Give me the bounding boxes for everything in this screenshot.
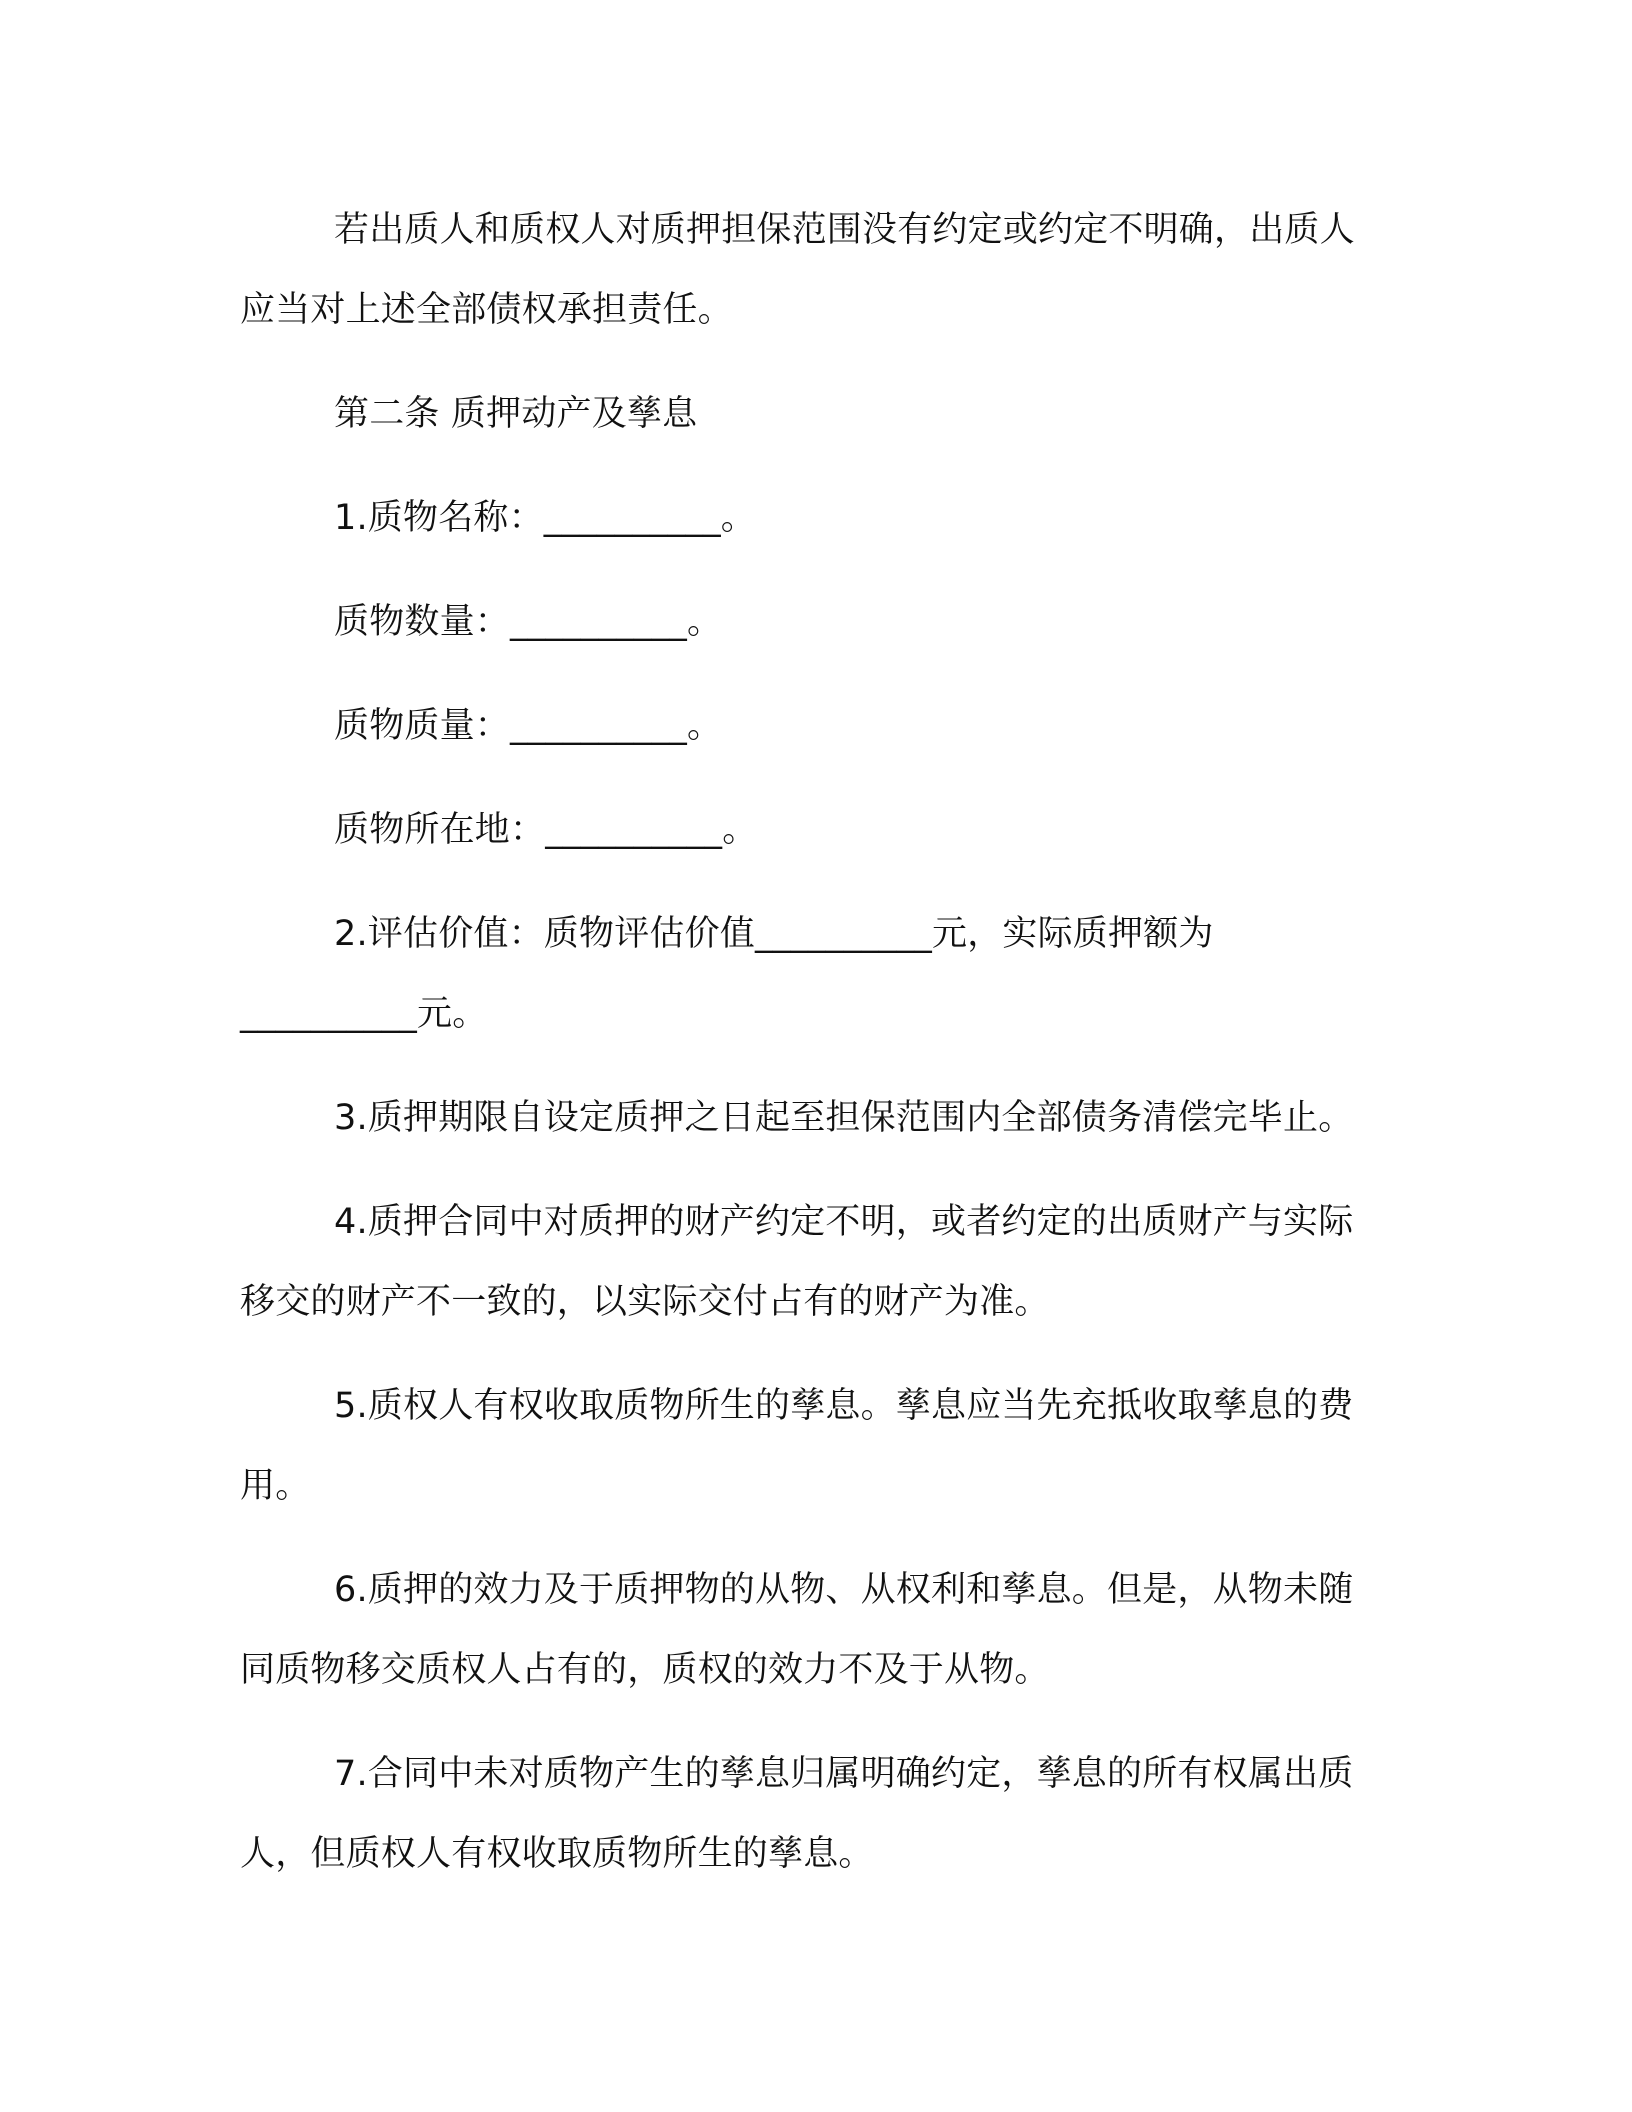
item-pledge-location: 质物所在地：__________。 [334, 810, 758, 850]
item-property-discrepancy: 4.质押合同中对质押的财产约定不明，或者约定的出质财产与实际移交的财产不一致的，以实际交付占有的财产为准。 [240, 1202, 1354, 1322]
item-fruits-ownership: 7.合同中未对质物产生的孳息归属明确约定，孳息的所有权属出质人，但质权人有权收取质物所生的孳息。 [240, 1754, 1354, 1874]
item-pledge-term: 3.质押期限自设定质押之日起至担保范围内全部债务清偿完毕止。 [334, 1098, 1354, 1138]
document-body [240, 190, 1380, 1918]
item-valuation: 2.评估价值：质物评估价值__________元，实际质押额为__________元。 [240, 914, 1214, 1034]
item-pledge-quantity: 质物数量：__________。 [334, 602, 723, 642]
paragraph-pledge-scope: 若出质人和质权人对质押担保范围没有约定或约定不明确，出质人应当对上述全部债权承担责任。 [240, 210, 1355, 330]
item-fruits-collection: 5.质权人有权收取质物所生的孳息。孳息应当先充抵收取孳息的费用。 [240, 1386, 1354, 1506]
section-heading-article-2: 第二条 质押动产及孳息 [334, 394, 698, 434]
item-pledge-name: 1.质物名称：__________。 [334, 498, 756, 538]
item-accessories-effect: 6.质押的效力及于质押物的从物、从权利和孳息。但是，从物未随同质物移交质权人占有的，质权的效力不及于从物。 [240, 1570, 1354, 1690]
item-pledge-quality: 质物质量：__________。 [334, 706, 723, 746]
